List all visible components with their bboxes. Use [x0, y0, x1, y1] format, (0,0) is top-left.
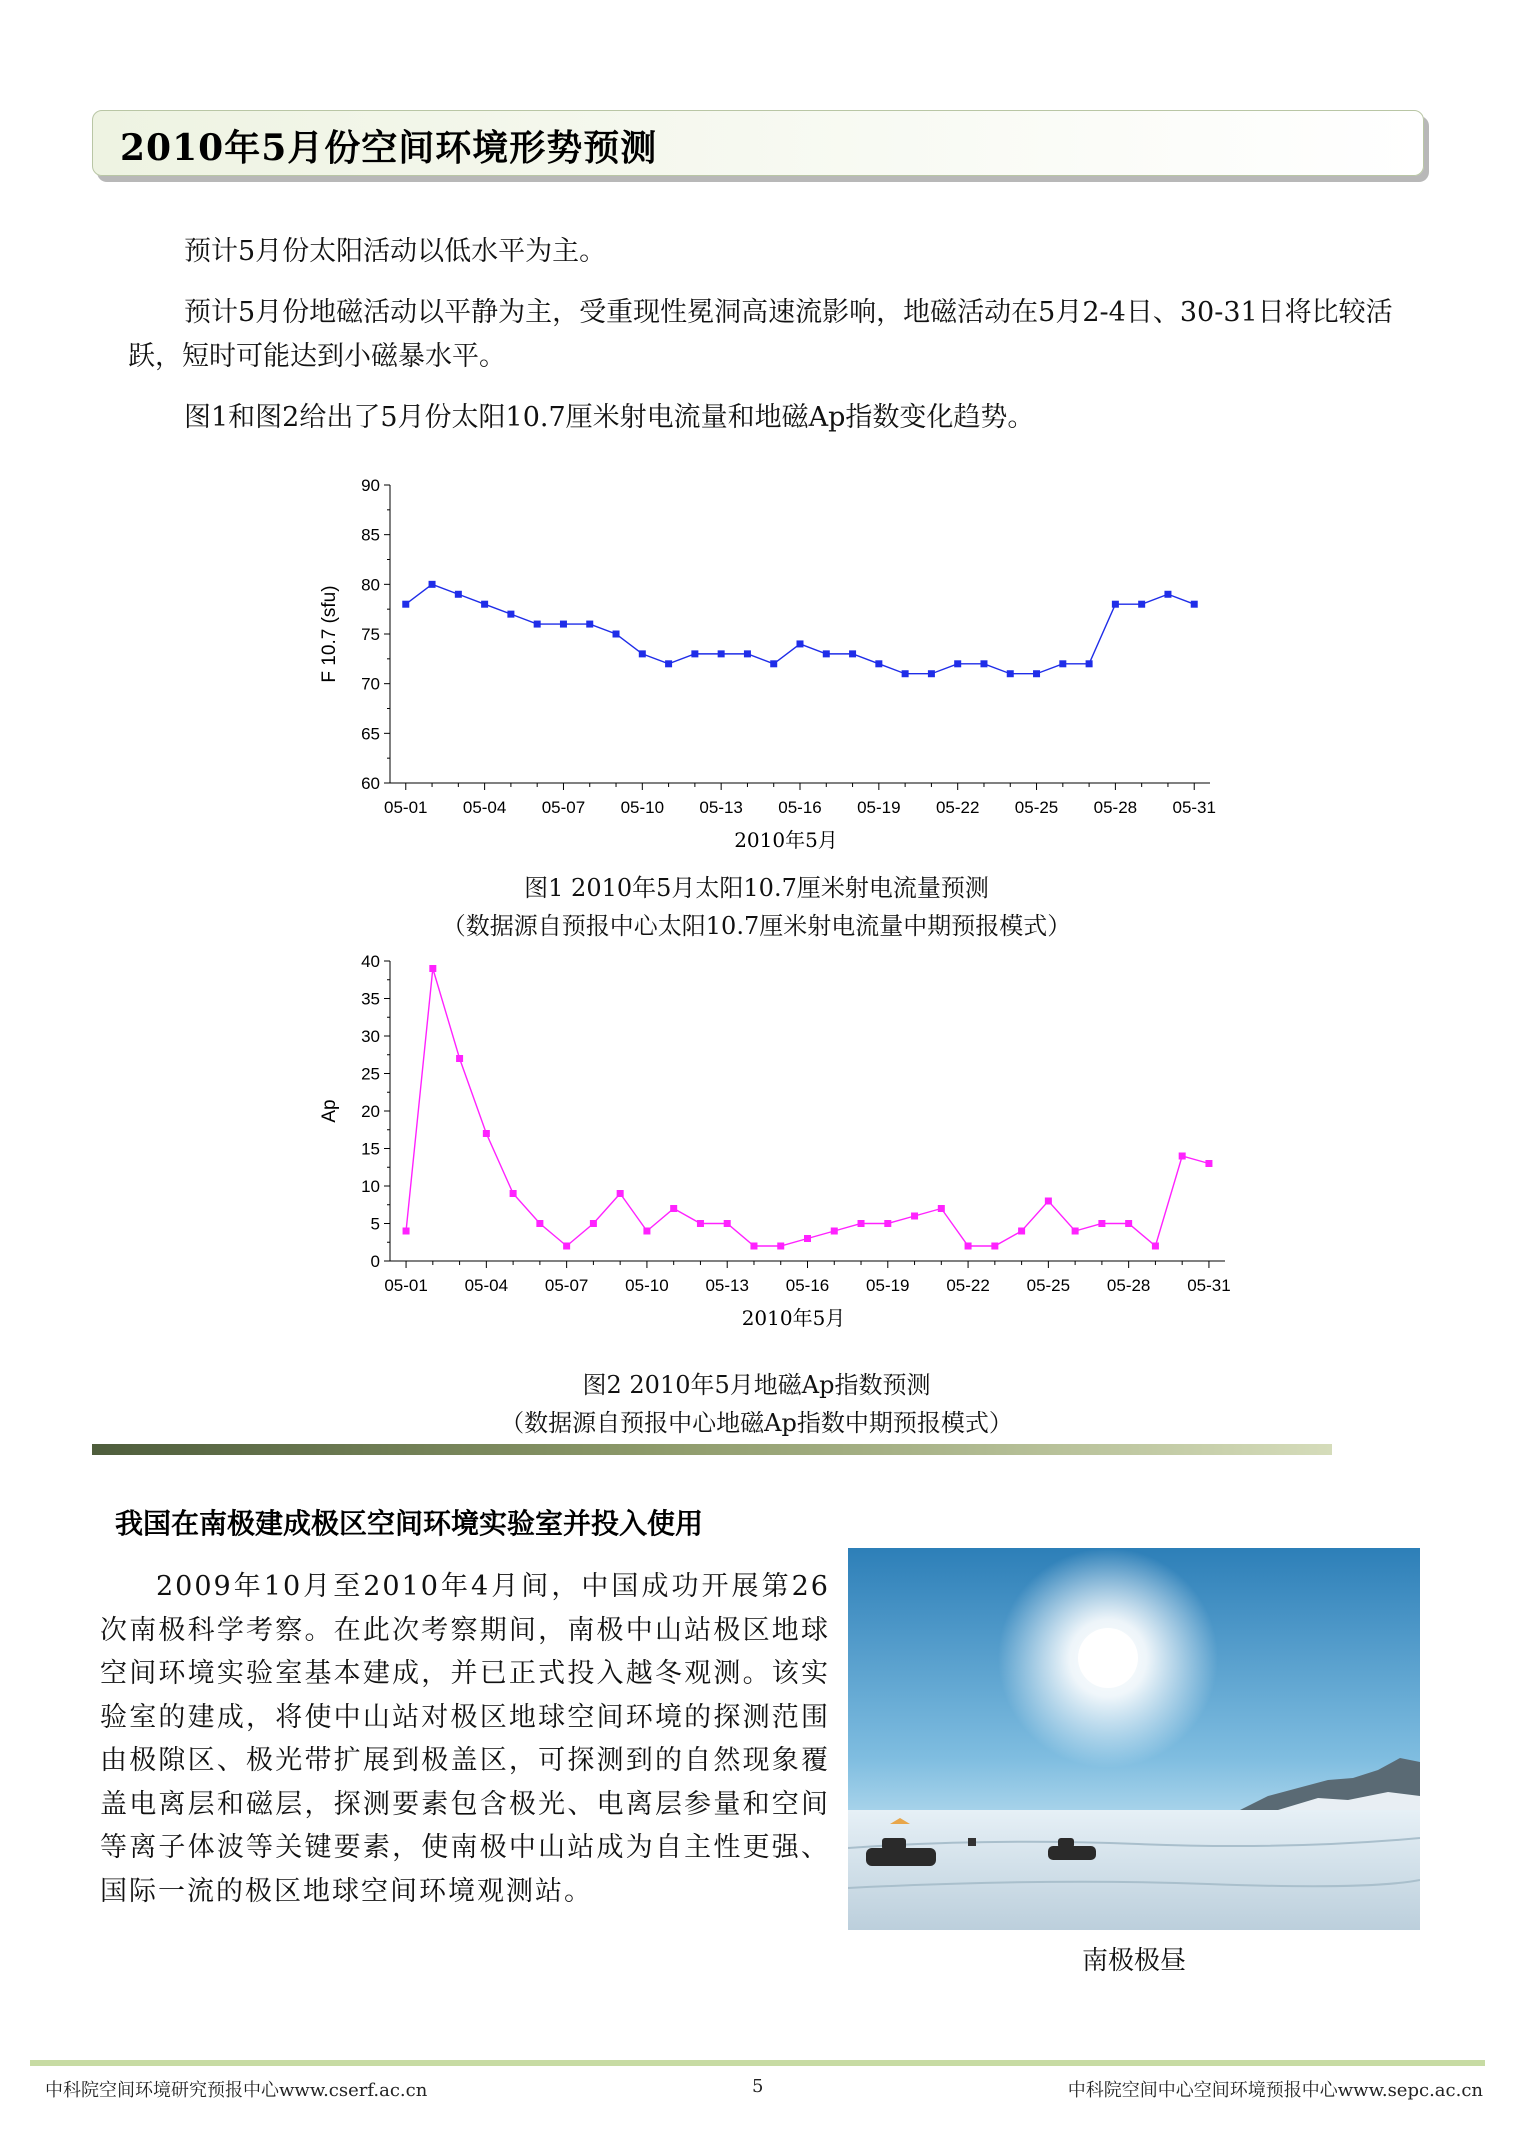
y-axis-label: Ap — [319, 1099, 340, 1123]
photo-caption: 南极极昼 — [1081, 1946, 1186, 1976]
data-point — [804, 1235, 811, 1242]
x-tick-label: 05-13 — [705, 1276, 749, 1295]
y-tick-label: 70 — [361, 674, 380, 694]
y-tick-label: 80 — [361, 575, 380, 595]
data-point — [613, 631, 620, 638]
footer-line — [30, 2060, 1485, 2066]
x-tick-label: 05-04 — [464, 1276, 509, 1295]
data-point — [831, 1228, 838, 1235]
data-point — [639, 650, 646, 657]
x-tick-label: 05-22 — [946, 1276, 990, 1295]
x-axis-label: 2010年5月 — [741, 1306, 846, 1330]
x-tick-label: 05-22 — [935, 798, 980, 817]
page-title: 2010年5月份空间环境形势预测 — [120, 127, 658, 169]
page-number: 5 — [752, 2076, 764, 2097]
data-point — [938, 1205, 945, 1212]
x-tick-label: 05-19 — [866, 1276, 910, 1295]
data-point — [902, 670, 909, 677]
intro-paragraph-2: 预计5月份地磁活动以平静为主，受重现性冕洞高速流影响，地磁活动在5月2-4日、30-31日将比较活跃，短时可能达到小磁暴水平。 — [128, 297, 1393, 372]
data-point — [1033, 670, 1040, 677]
data-point — [560, 621, 567, 628]
ap-chart — [0, 955, 1513, 1355]
data-point — [1125, 1220, 1132, 1227]
x-tick-label: 05-04 — [462, 798, 507, 817]
x-tick-label: 05-25 — [1014, 798, 1059, 817]
x-tick-label: 05-07 — [544, 1276, 589, 1295]
data-point — [507, 611, 514, 618]
data-point — [718, 650, 725, 657]
figure-2-source: （数据源自预报中心地磁Ap指数中期预报模式） — [500, 1409, 1013, 1437]
figure-1-source: （数据源自预报中心太阳10.7厘米射电流量中期预报模式） — [441, 912, 1072, 940]
f107-chart — [0, 470, 1513, 870]
data-point — [617, 1190, 624, 1197]
x-tick-label: 05-19 — [857, 798, 901, 817]
data-point — [481, 601, 488, 608]
data-point — [770, 660, 777, 667]
data-point — [563, 1243, 570, 1250]
data-point — [858, 1220, 865, 1227]
y-tick-label: 75 — [361, 625, 380, 644]
x-tick-label: 05-10 — [625, 1276, 669, 1295]
x-axis-label: 2010年5月 — [734, 828, 838, 852]
y-tick-label: 90 — [361, 476, 380, 495]
data-point — [665, 660, 672, 667]
data-point — [534, 621, 541, 628]
data-point — [1205, 1160, 1212, 1167]
y-tick-label: 35 — [361, 989, 380, 1009]
data-point — [455, 591, 462, 598]
article-body: 2009年10月至2010年4月间，中国成功开展第26次南极科学考察。在此次考察期间，南极中山站极区地球空间环境实验室基本建成，并已正式投入越冬观测。该实验室的建成，将使中山站对极区地球空间环境的探测范围由极隙区、极光带扩展到极盖区，可探测到的自然现象覆盖电离层和磁层，探测要素包含极光、电离层参量和空间等离子体波等关键要素，使南极中山站成为自主性更强、国际一流的极区地球空间环境观测站。 — [100, 1571, 830, 1907]
section-divider — [92, 1444, 1332, 1455]
data-point — [849, 650, 856, 657]
data-point — [483, 1130, 490, 1137]
data-point — [911, 1213, 918, 1220]
y-tick-label: 15 — [361, 1139, 380, 1159]
x-tick-label: 05-16 — [778, 798, 822, 817]
figure-1-caption: 图1 2010年5月太阳10.7厘米射电流量预测 — [524, 874, 989, 902]
data-point — [586, 621, 593, 628]
y-axis-label: F 10.7 (sfu) — [319, 585, 340, 683]
series-line — [406, 584, 1194, 673]
data-point — [1086, 660, 1093, 667]
x-tick-label: 05-25 — [1026, 1276, 1071, 1295]
data-point — [750, 1243, 757, 1250]
data-point — [510, 1190, 517, 1197]
data-point — [456, 1055, 463, 1062]
data-point — [1191, 601, 1198, 608]
x-tick-label: 05-16 — [785, 1276, 830, 1295]
data-point — [1179, 1153, 1186, 1160]
data-point — [991, 1243, 998, 1250]
x-tick-label: 05-28 — [1093, 798, 1138, 817]
data-point — [1045, 1198, 1052, 1205]
data-point — [643, 1228, 650, 1235]
data-point — [928, 670, 935, 677]
footer-left: 中科院空间环境研究预报中心www.cserf.ac.cn — [45, 2080, 428, 2101]
data-point — [536, 1220, 543, 1227]
intro-paragraph-1: 预计5月份太阳活动以低水平为主。 — [184, 236, 607, 267]
data-point — [1098, 1220, 1105, 1227]
y-tick-label: 65 — [361, 724, 380, 744]
data-point — [1152, 1243, 1159, 1250]
x-tick-label: 05-01 — [384, 798, 428, 817]
antarctic-photo — [848, 1548, 1420, 1930]
data-point — [884, 1220, 891, 1227]
data-point — [590, 1220, 597, 1227]
x-tick-label: 05-10 — [620, 798, 665, 817]
footer-right: 中科院空间中心空间环境预报中心www.sepc.ac.cn — [1067, 2080, 1483, 2101]
data-point — [697, 1220, 704, 1227]
data-point — [1112, 601, 1119, 608]
x-tick-label: 05-31 — [1172, 798, 1216, 817]
x-tick-label: 05-01 — [384, 1276, 428, 1295]
data-point — [980, 660, 987, 667]
intro-paragraph-3: 图1和图2给出了5月份太阳10.7厘米射电流量和地磁Ap指数变化趋势。 — [184, 402, 1035, 433]
x-tick-label: 05-13 — [699, 798, 743, 817]
data-point — [429, 581, 436, 588]
data-point — [429, 965, 436, 972]
data-point — [965, 1243, 972, 1250]
data-point — [670, 1205, 677, 1212]
article-title: 我国在南极建成极区空间环境实验室并投入使用 — [115, 1507, 704, 1540]
series-line — [406, 969, 1209, 1247]
data-point — [1072, 1228, 1079, 1235]
y-tick-label: 30 — [361, 1027, 380, 1046]
data-point — [691, 650, 698, 657]
y-tick-label: 5 — [370, 1214, 380, 1234]
data-point — [777, 1243, 784, 1250]
y-tick-label: 85 — [361, 525, 380, 545]
x-tick-label: 05-31 — [1187, 1276, 1231, 1295]
data-point — [402, 601, 409, 608]
data-point — [1059, 660, 1066, 667]
y-tick-label: 40 — [361, 955, 380, 971]
y-tick-label: 25 — [361, 1064, 380, 1084]
data-point — [797, 640, 804, 647]
y-tick-label: 0 — [370, 1252, 380, 1271]
data-point — [1164, 591, 1171, 598]
data-point — [744, 650, 751, 657]
data-point — [954, 660, 961, 667]
x-tick-label: 05-28 — [1106, 1276, 1151, 1295]
data-point — [875, 660, 882, 667]
figure-2-caption: 图2 2010年5月地磁Ap指数预测 — [582, 1371, 931, 1399]
data-point — [1138, 601, 1145, 608]
y-tick-label: 60 — [361, 774, 380, 793]
y-tick-label: 20 — [361, 1102, 380, 1121]
y-tick-label: 10 — [361, 1177, 380, 1196]
data-point — [1007, 670, 1014, 677]
data-point — [823, 650, 830, 657]
data-point — [724, 1220, 731, 1227]
data-point — [1018, 1228, 1025, 1235]
data-point — [403, 1228, 410, 1235]
x-tick-label: 05-07 — [541, 798, 586, 817]
